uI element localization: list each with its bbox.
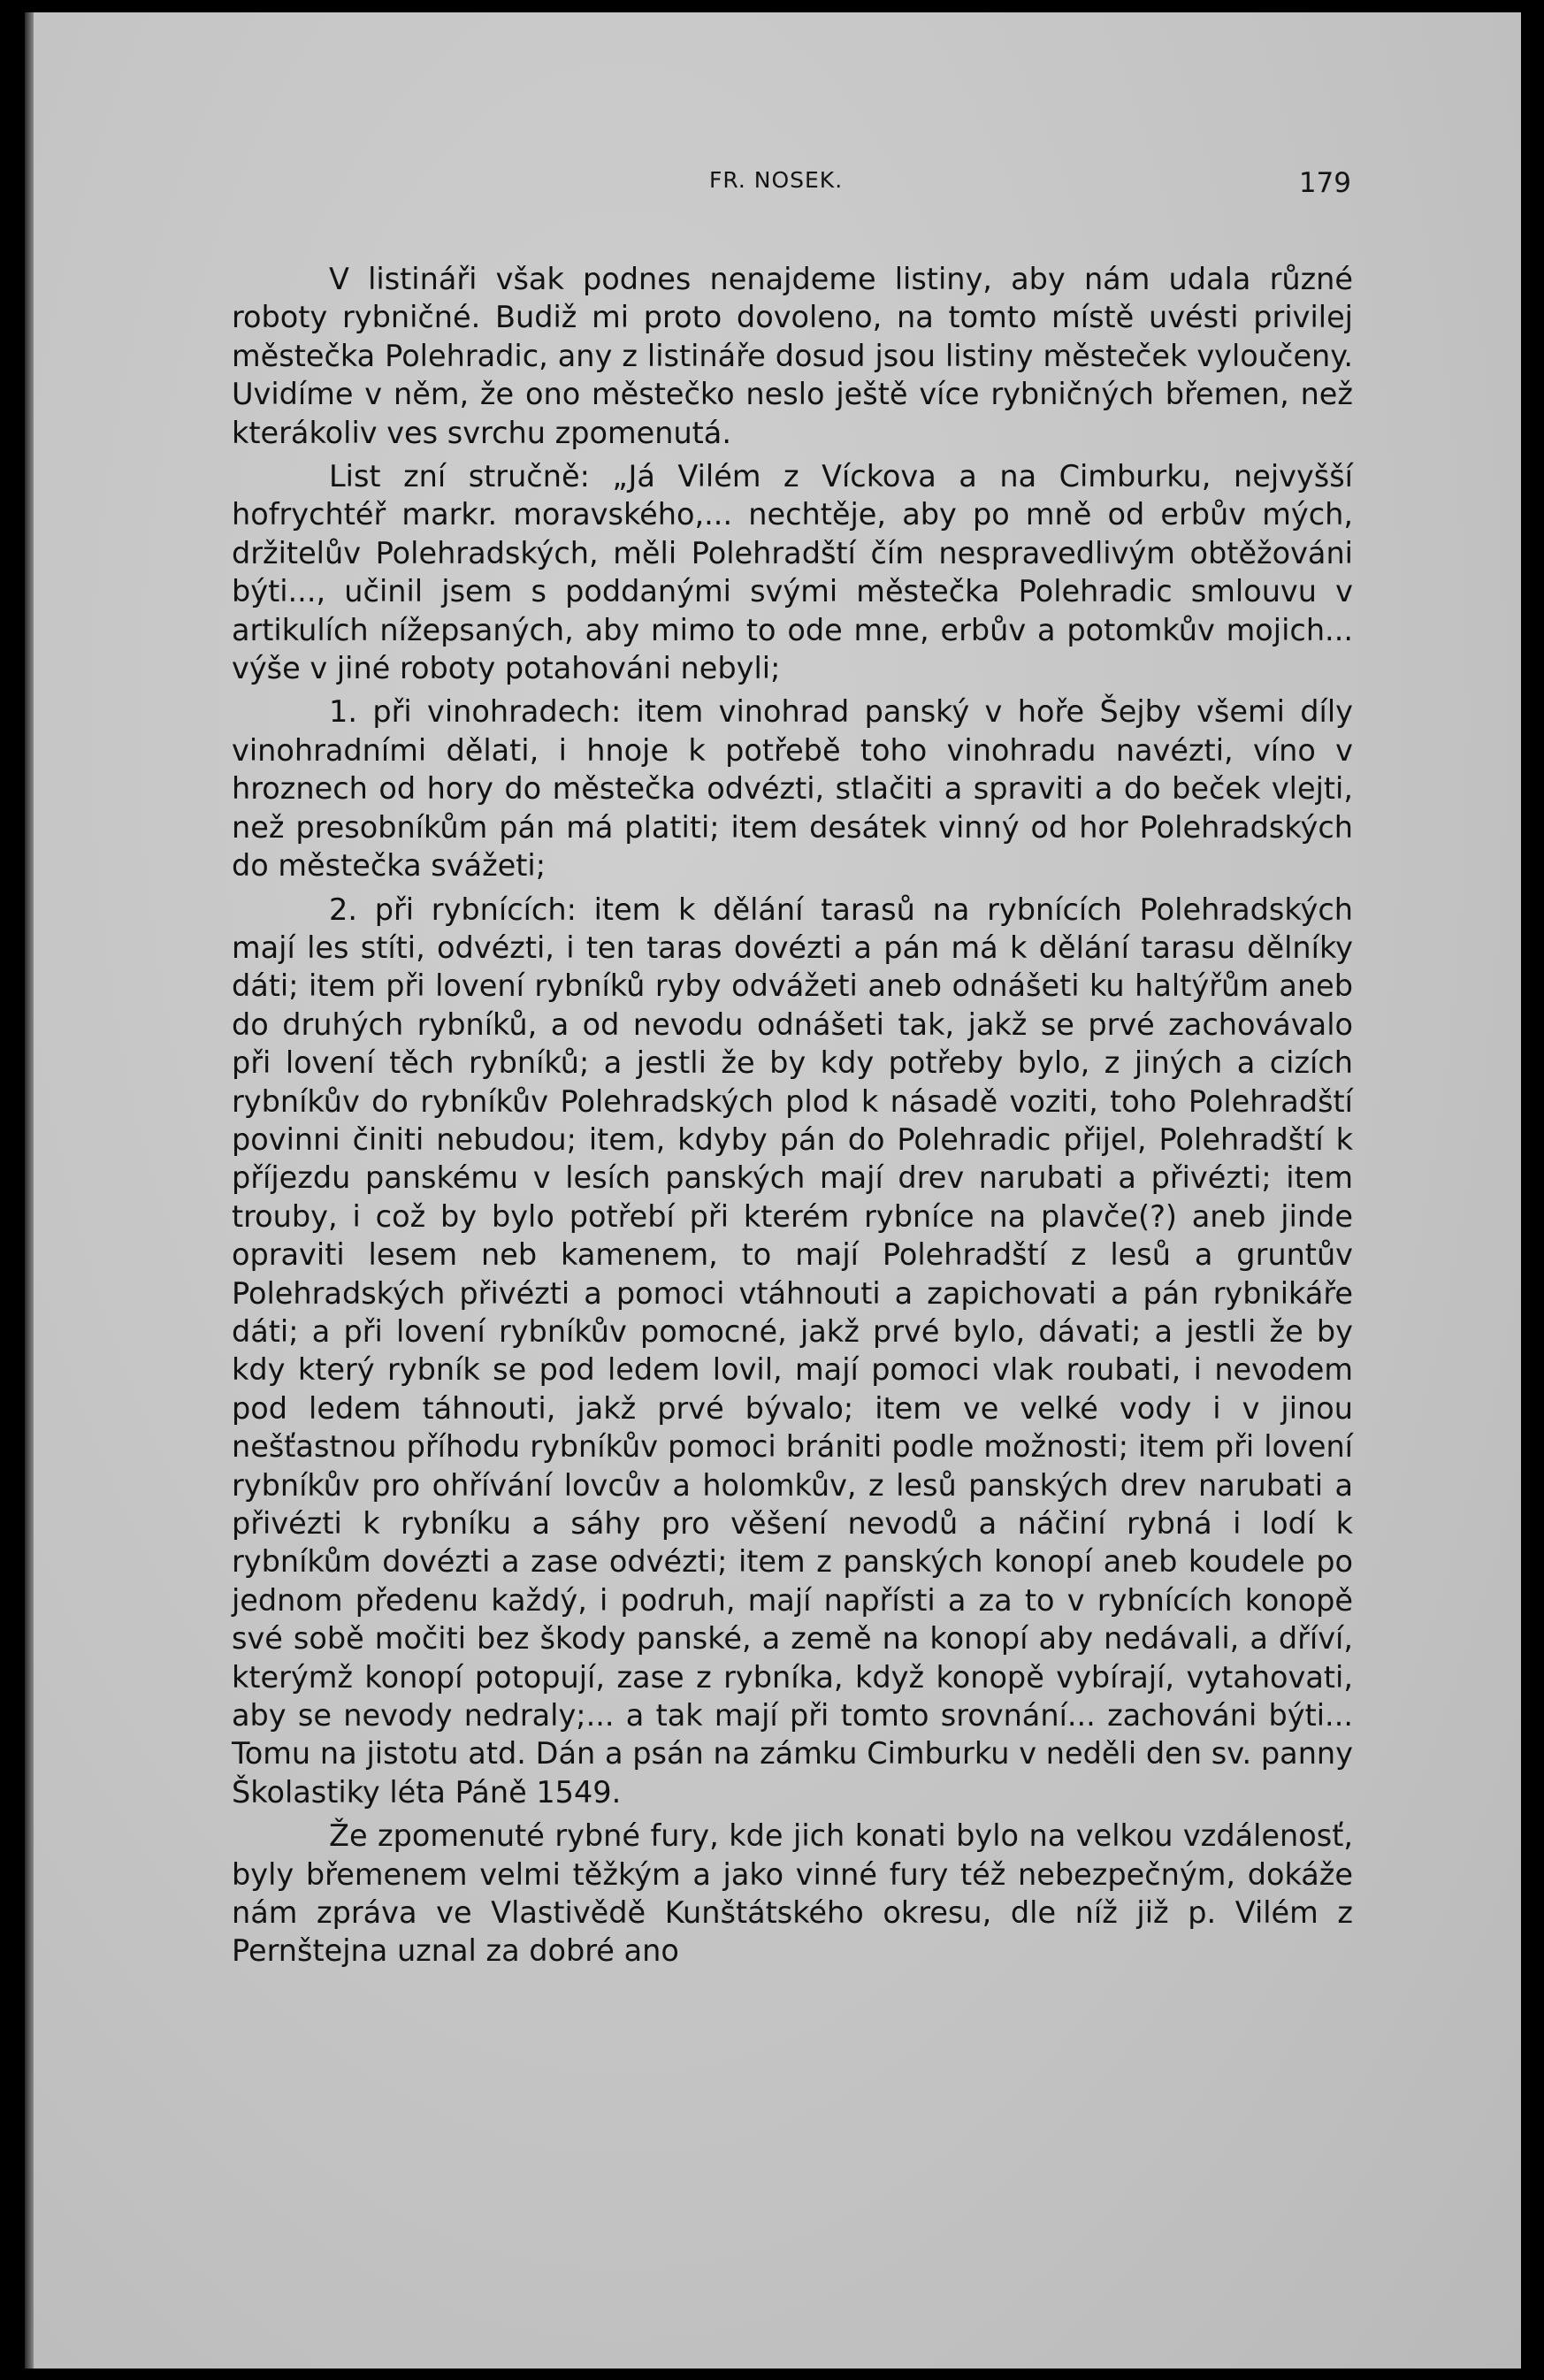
page-gutter-shadow [25, 12, 34, 2369]
running-head: FR. NOSEK. [709, 167, 844, 193]
paragraph-fishponds: 2. při rybnících: item k dělání tarasů na rybnících Polehradských mají les stíti, odvézti, i ten taras dovézti a pán má k dělání tarasu dělníky dáti; item při lovení rybníků ryby odvážeti aneb odnášeti ku haltýřům aneb do druhých rybníků, a od nevodu odnášeti tak, jakž se prvé zachovávalo při lovení těch rybníků; a jestli že by kdy potřeby bylo, z jiných a cizích rybníkův do rybníkův Polehradských plod k násadě voziti, toho Polehradští povinni činiti nebudou; item, kdyby pán do Polehradic přijel, Polehradští k příjezdu panskému v lesích panských mají drev narubati a přivézti; item trouby, i což by bylo potřebí při kterém rybníce na plavče(?) aneb jinde opraviti lesem neb kamenem, to mají Polehradští z lesů a gruntův Polehradských přivézti a pomoci vtáhnouti a zapichovati a pán rybnikáře dáti; a při lovení rybníkův pomocné, jakž prvé bylo, dávati; a jestli že by kdy který rybník se pod ledem lovil, mají pomoci vlak roubati, i nevodem pod ledem táhnouti, jakž prvé bývalo; item ve velké vody i v jinou nešťastnou příhodu rybníkův pomoci brániti podle možnosti; item při lovení rybníkův pro ohřívání lovcův a holomkův, z lesů panských drev narubati a přivézti k rybníku a sáhy pro věšení nevodů a náčiní rybná i lodí k rybníkům dovézti a zase odvézti; item z panských konopí aneb koudele po jednom předenu každý, i podruh, mají napřísti a za to v rybnících konopě své sobě močiti bez škody panské, a země na konopí aby nedávali, a dříví, kterýmž konopí potopují, zase z rybníka, když konopě vybírají, vytahovati, aby se nevody nedraly;... a tak mají při tomto srovnání... zachováni býti... Tomu na jistotu atd. Dán a psán na zámku Cimburku v neděli den sv. panny Školastiky léta Páně 1549. [232, 892, 1353, 1810]
paragraph-conclusion: Že zpomenuté rybné fury, kde jich konati bylo na velkou vzdálenosť, byly břemenem velmi těžkým a jako vinné fury též nebezpečným, dokáže nám zpráva ve Vlastivědě Kunštátského okresu, dle níž již p. Vilém z Pernštejna uznal za dobré ano [232, 1818, 1353, 1969]
paragraph-vineyards: 1. při vinohradech: item vinohrad panský v hoře Šejby všemi díly vinohradními dělati, i hnoje k potřebě toho vinohradu navézti, víno v hroznech od hory do městečka odvézti, stlačiti a spraviti a do beček vlejti, než presobníkům pán má platiti; item desátek vinný od hor Polehradských do městečka svážeti; [232, 694, 1353, 884]
book-page [25, 12, 1521, 2369]
paragraph-intro: V listináři však podnes nenajdeme listiny, aby nám udala různé roboty rybničné. Budiž mi proto dovoleno, na tomto místě uvésti privilej městečka Polehradic, any z listináře dosud jsou listiny městeček vyloučeny. Uvidíme v něm, že ono městečko neslo ještě více rybničných břemen, než kterákoliv ves svrchu zpomenutá. [232, 262, 1353, 450]
paragraph-charter-quote: List zní stručně: „Já Vilém z Víckova a na Cimburku, nejvyšší hofrychtéř markr. moravského,... nechtěje, aby po mně od erbův mých, držitelův Polehradských, měli Polehradští čím nespravedlivým obtěžováni býti..., učinil jsem s poddanými svými městečka Polehradic smlouvu v artikulích nížepsaných, aby mimo to ode mne, erbův a potomkův mojich... výše v jiné roboty potahováni nebyli; [232, 459, 1353, 686]
body-text [232, 260, 1353, 1971]
page-header [232, 167, 1351, 203]
page-number: 179 [1298, 167, 1351, 199]
